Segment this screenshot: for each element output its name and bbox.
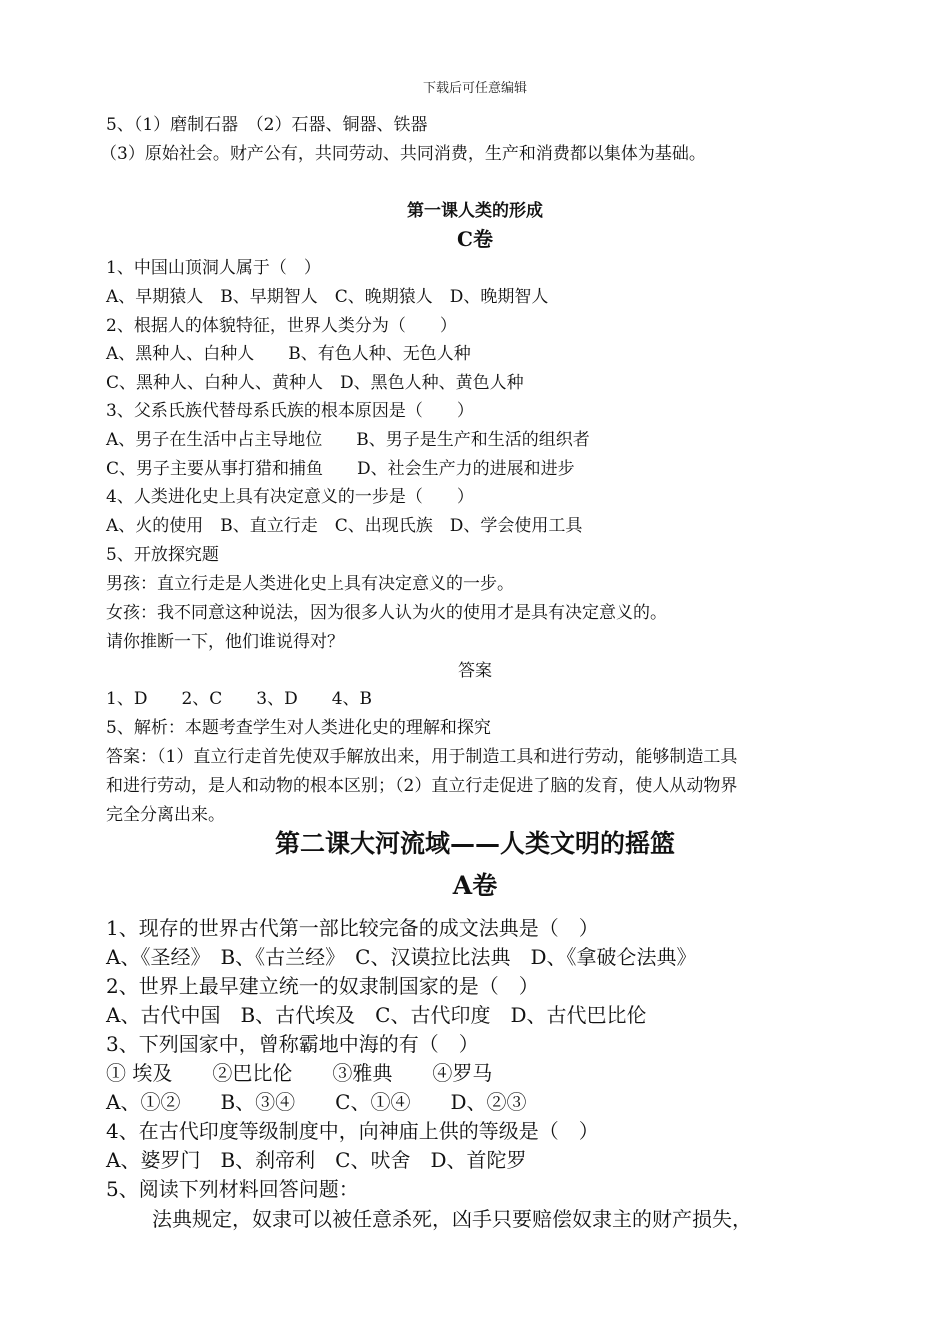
question-line: 4、人类进化史上具有决定意义的一步是（ ） <box>106 487 474 507</box>
option-line: A、早期猿人 B、早期智人 C、晚期猿人 D、晚期智人 <box>106 287 549 307</box>
option-line: A、黑种人、白种人 B、有色人种、无色人种 <box>106 344 471 364</box>
material-line: 法典规定，奴隶可以被任意杀死，凶手只要赔偿奴隶主的财产损失， <box>152 1207 752 1231</box>
option-line: A、男子在生活中占主导地位 B、男子是生产和生活的组织者 <box>106 430 590 450</box>
option-line: A、婆罗门 B、刹帝利 C、吠舍 D、首陀罗 <box>106 1148 527 1172</box>
question-line: 3、父系氏族代替母系氏族的根本原因是（ ） <box>106 401 474 421</box>
question-line: 1、现存的世界古代第一部比较完备的成文法典是（ ） <box>106 916 599 940</box>
answer-heading: 答案 <box>458 661 492 681</box>
question-line: 4、在古代印度等级制度中，向神庙上供的等级是（ ） <box>106 1119 599 1143</box>
prev-answer-line: （3）原始社会。财产公有，共同劳动、共同消费，生产和消费都以集体为基础。 <box>100 144 706 164</box>
question-line: 5、阅读下列材料回答问题： <box>106 1177 359 1201</box>
option-line: A、①② B、③④ C、①④ D、②③ <box>106 1090 527 1114</box>
answer-line: 答案：（1）直立行走首先使双手解放出来，用于制造工具和进行劳动，能够制造工具 <box>106 747 738 767</box>
option-line: A、古代中国 B、古代埃及 C、古代印度 D、古代巴比伦 <box>106 1003 647 1027</box>
lesson1-title: 第一课人类的形成 <box>407 201 543 221</box>
question-line: 2、世界上最早建立统一的奴隶制国家的是（ ） <box>106 974 539 998</box>
question-line: 1、中国山顶洞人属于（ ） <box>106 258 321 278</box>
option-line: A、火的使用 B、直立行走 C、出现氏族 D、学会使用工具 <box>106 516 583 536</box>
answer-line: 完全分离出来。 <box>106 805 225 825</box>
prev-answer-line: 5、（1）磨制石器 （2）石器、铜器、铁器 <box>106 115 428 135</box>
lesson1-volume: C卷 <box>457 227 493 251</box>
question-line: 2、根据人的体貌特征，世界人类分为（ ） <box>106 316 457 336</box>
question-line: 5、开放探究题 <box>106 545 219 565</box>
answer-line: 5、解析：本题考查学生对人类进化史的理解和探究 <box>106 718 491 738</box>
lesson2-volume: A卷 <box>452 871 498 900</box>
page-header: 下载后可任意编辑 <box>422 81 527 96</box>
question-line: 3、下列国家中，曾称霸地中海的有（ ） <box>106 1032 479 1056</box>
option-line: C、男子主要从事打猎和捕鱼 D、社会生产力的进展和进步 <box>106 459 575 479</box>
answer-line: 1、D 2、C 3、D 4、B <box>106 689 373 709</box>
option-line: A、《圣经》 B、《古兰经》 C、汉谟拉比法典 D、《拿破仑法典》 <box>106 945 697 969</box>
option-line: ① 埃及 ②巴比伦 ③雅典 ④罗马 <box>106 1061 493 1085</box>
answer-line: 和进行劳动，是人和动物的根本区别；（2）直立行走促进了脑的发育，使人从动物界 <box>106 776 738 796</box>
dialogue-line: 男孩：直立行走是人类进化史上具有决定意义的一步。 <box>106 574 514 594</box>
dialogue-line: 女孩：我不同意这种说法，因为很多人认为火的使用才是具有决定意义的。 <box>106 603 667 623</box>
question-line: 请你推断一下，他们谁说得对？ <box>106 632 344 652</box>
lesson2-title: 第二课大河流域——人类文明的摇篮 <box>274 829 675 858</box>
option-line: C、黑种人、白种人、黄种人 D、黑色人种、黄色人种 <box>106 373 524 393</box>
